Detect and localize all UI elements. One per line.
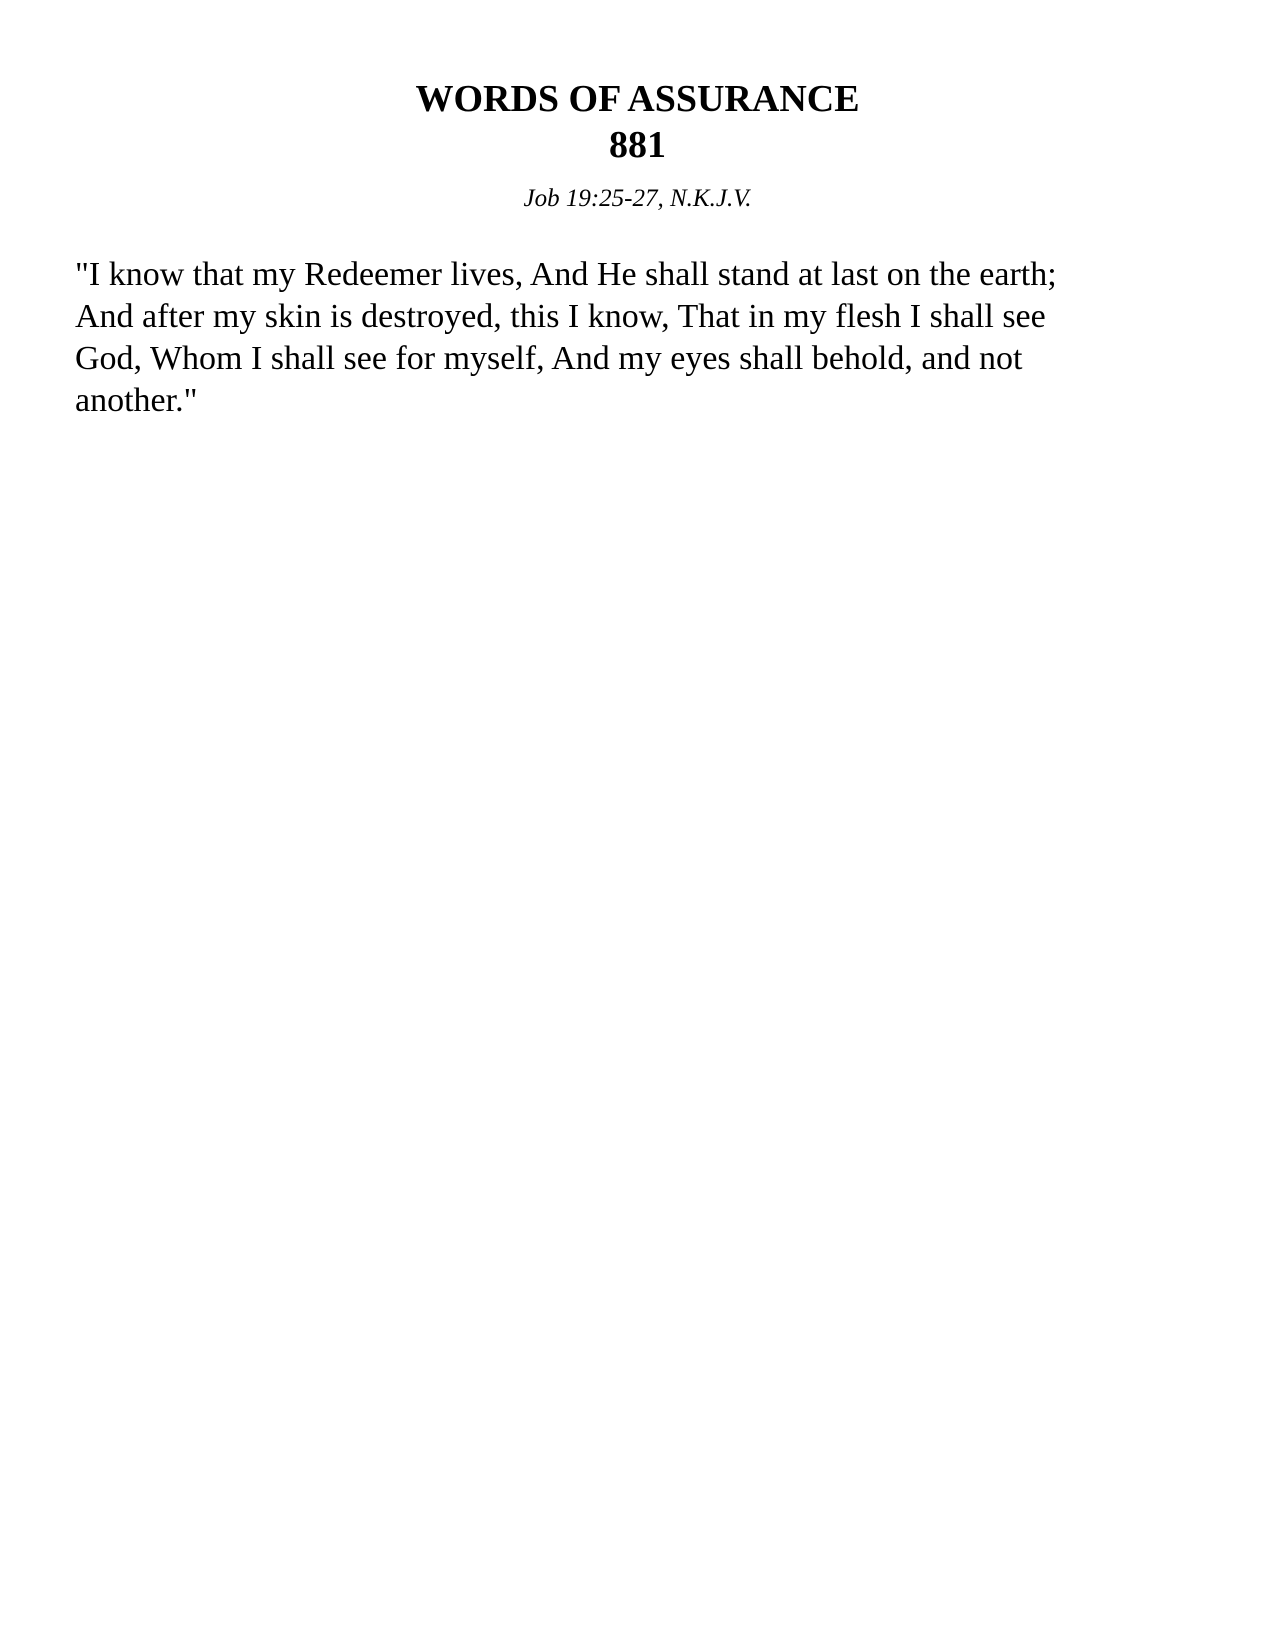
verse-line: And after my skin is destroyed, this I know, That in my flesh I shall see [75,298,1046,335]
verse-line: God, Whom I shall see for myself, And my eyes shall behold, and not [75,340,1023,377]
page-title [0,76,1275,168]
hymn-number: 881 [609,124,666,166]
verse-line: another." [75,382,198,419]
scripture-citation: Job 19:25-27, N.K.J.V. [523,185,752,212]
verse-text [75,254,1200,422]
title-text: WORDS OF ASSURANCE [415,78,860,120]
verse-line: "I know that my Redeemer lives, And He shall stand at last on the earth; [75,256,1057,293]
